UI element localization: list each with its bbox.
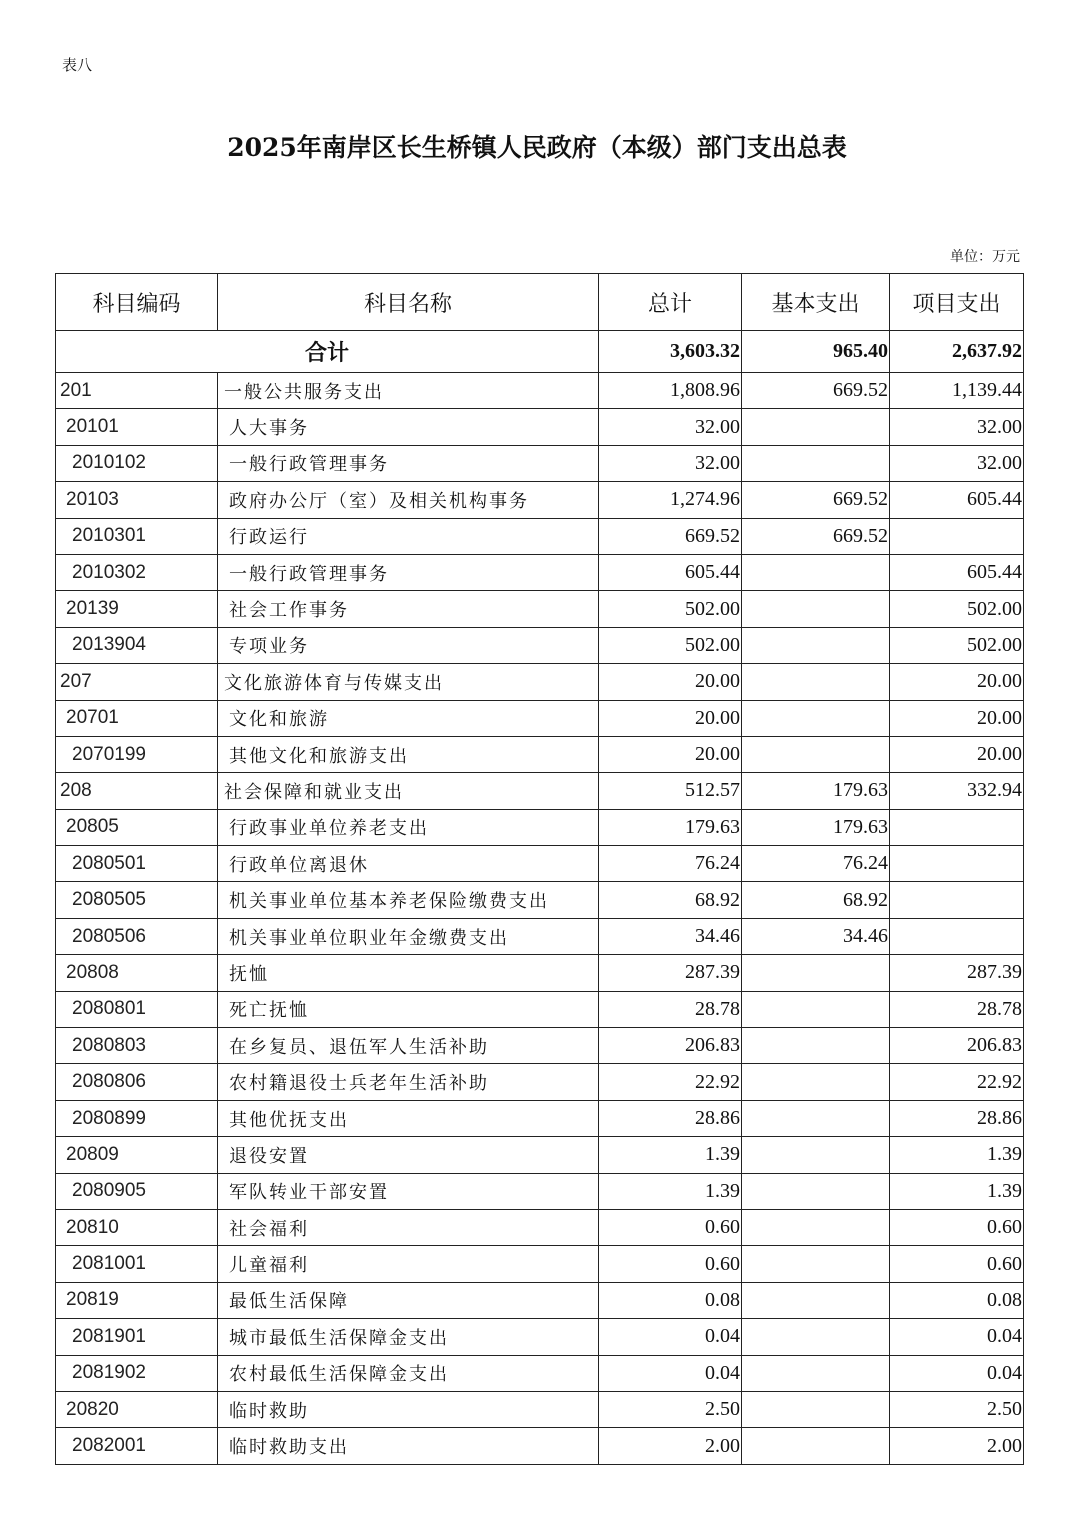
row-name: 临时救助支出	[218, 1428, 599, 1464]
row-total: 0.60	[599, 1246, 742, 1282]
row-basic	[742, 1319, 890, 1355]
row-total: 28.86	[599, 1100, 742, 1136]
table-row	[56, 1428, 1024, 1464]
total-row	[56, 331, 1024, 373]
table-row	[56, 1391, 1024, 1427]
row-basic	[742, 1137, 890, 1173]
row-basic	[742, 1355, 890, 1391]
row-basic: 76.24	[742, 846, 890, 882]
page-title: 2025年南岸区长生桥镇人民政府（本级）部门支出总表	[227, 133, 847, 162]
row-code: 20101	[56, 409, 218, 445]
row-basic	[742, 1209, 890, 1245]
table-row	[56, 846, 1024, 882]
row-project: 605.44	[890, 482, 1024, 518]
row-total: 206.83	[599, 1028, 742, 1064]
row-project: 32.00	[890, 409, 1024, 445]
row-project	[890, 518, 1024, 554]
row-basic	[742, 1391, 890, 1427]
row-total: 512.57	[599, 773, 742, 809]
row-name: 抚恤	[218, 955, 599, 991]
table-row	[56, 1355, 1024, 1391]
row-code: 2010301	[56, 518, 218, 554]
row-project: 20.00	[890, 664, 1024, 700]
table-row	[56, 1209, 1024, 1245]
row-project: 32.00	[890, 445, 1024, 481]
row-name: 农村籍退役士兵老年生活补助	[218, 1064, 599, 1100]
row-basic	[742, 1246, 890, 1282]
row-name: 儿童福利	[218, 1246, 599, 1282]
row-total: 20.00	[599, 700, 742, 736]
table-row	[56, 664, 1024, 700]
row-name: 退役安置	[218, 1137, 599, 1173]
row-name: 一般行政管理事务	[218, 445, 599, 481]
row-project: 2.00	[890, 1428, 1024, 1464]
row-basic: 68.92	[742, 882, 890, 918]
row-total: 28.78	[599, 991, 742, 1027]
row-code: 2010102	[56, 445, 218, 481]
row-total: 0.04	[599, 1355, 742, 1391]
row-name: 文化旅游体育与传媒支出	[218, 664, 599, 700]
table-row	[56, 809, 1024, 845]
row-project	[890, 882, 1024, 918]
row-total: 1,274.96	[599, 482, 742, 518]
table-row	[56, 1282, 1024, 1318]
row-code: 2080905	[56, 1173, 218, 1209]
header-name: 科目名称	[218, 274, 599, 331]
row-total: 20.00	[599, 736, 742, 772]
row-code: 20805	[56, 809, 218, 845]
row-basic	[742, 409, 890, 445]
header-row	[56, 274, 1024, 331]
row-project: 605.44	[890, 554, 1024, 590]
row-total: 669.52	[599, 518, 742, 554]
row-basic	[742, 1282, 890, 1318]
table-row	[56, 1064, 1024, 1100]
row-name: 其他优抚支出	[218, 1100, 599, 1136]
row-name: 社会保障和就业支出	[218, 773, 599, 809]
row-project: 206.83	[890, 1028, 1024, 1064]
row-project: 287.39	[890, 955, 1024, 991]
total-project: 2,637.92	[890, 331, 1024, 373]
row-project: 0.60	[890, 1209, 1024, 1245]
row-code: 20819	[56, 1282, 218, 1318]
row-code: 2080506	[56, 918, 218, 954]
row-name: 在乡复员、退伍军人生活补助	[218, 1028, 599, 1064]
row-project	[890, 809, 1024, 845]
row-basic	[742, 1064, 890, 1100]
table-row	[56, 591, 1024, 627]
row-project: 28.78	[890, 991, 1024, 1027]
table-row	[56, 918, 1024, 954]
table-row	[56, 991, 1024, 1027]
row-code: 20139	[56, 591, 218, 627]
row-project: 332.94	[890, 773, 1024, 809]
header-project: 项目支出	[890, 274, 1024, 331]
row-code: 2080505	[56, 882, 218, 918]
table-row	[56, 700, 1024, 736]
row-project: 2.50	[890, 1391, 1024, 1427]
row-project: 1.39	[890, 1173, 1024, 1209]
row-total: 287.39	[599, 955, 742, 991]
row-code: 2080899	[56, 1100, 218, 1136]
row-total: 2.00	[599, 1428, 742, 1464]
row-code: 208	[56, 773, 218, 809]
row-name: 农村最低生活保障金支出	[218, 1355, 599, 1391]
row-project: 0.04	[890, 1319, 1024, 1355]
row-total: 179.63	[599, 809, 742, 845]
row-code: 20103	[56, 482, 218, 518]
row-name: 社会福利	[218, 1209, 599, 1245]
row-code: 207	[56, 664, 218, 700]
row-project: 20.00	[890, 700, 1024, 736]
row-code: 201	[56, 373, 218, 409]
row-basic	[742, 736, 890, 772]
row-name: 机关事业单位基本养老保险缴费支出	[218, 882, 599, 918]
table-row	[56, 736, 1024, 772]
row-code: 2081901	[56, 1319, 218, 1355]
row-code: 2080801	[56, 991, 218, 1027]
header-code: 科目编码	[56, 274, 218, 331]
row-code: 20820	[56, 1391, 218, 1427]
row-total: 502.00	[599, 591, 742, 627]
row-project: 22.92	[890, 1064, 1024, 1100]
row-code: 20809	[56, 1137, 218, 1173]
row-basic	[742, 591, 890, 627]
table-row	[56, 773, 1024, 809]
row-total: 22.92	[599, 1064, 742, 1100]
row-project: 0.08	[890, 1282, 1024, 1318]
row-name: 死亡抚恤	[218, 991, 599, 1027]
table-row	[56, 955, 1024, 991]
row-code: 2070199	[56, 736, 218, 772]
row-total: 32.00	[599, 445, 742, 481]
row-code: 2080501	[56, 846, 218, 882]
row-code: 20701	[56, 700, 218, 736]
row-name: 一般行政管理事务	[218, 554, 599, 590]
row-project	[890, 846, 1024, 882]
row-code: 2080806	[56, 1064, 218, 1100]
row-name: 行政单位离退休	[218, 846, 599, 882]
row-name: 政府办公厅（室）及相关机构事务	[218, 482, 599, 518]
row-project: 1.39	[890, 1137, 1024, 1173]
table-row	[56, 1100, 1024, 1136]
row-basic	[742, 445, 890, 481]
row-name: 城市最低生活保障金支出	[218, 1319, 599, 1355]
table-row	[56, 882, 1024, 918]
row-total: 2.50	[599, 1391, 742, 1427]
total-basic: 965.40	[742, 331, 890, 373]
row-basic	[742, 554, 890, 590]
table-row	[56, 1137, 1024, 1173]
row-basic: 669.52	[742, 373, 890, 409]
row-project: 1,139.44	[890, 373, 1024, 409]
table-row	[56, 1173, 1024, 1209]
row-basic	[742, 664, 890, 700]
row-total: 0.60	[599, 1209, 742, 1245]
row-total: 1.39	[599, 1137, 742, 1173]
row-project: 20.00	[890, 736, 1024, 772]
row-name: 机关事业单位职业年金缴费支出	[218, 918, 599, 954]
row-name: 行政事业单位养老支出	[218, 809, 599, 845]
table-row	[56, 482, 1024, 518]
row-project: 0.04	[890, 1355, 1024, 1391]
row-project: 502.00	[890, 591, 1024, 627]
row-total: 68.92	[599, 882, 742, 918]
row-basic	[742, 955, 890, 991]
row-basic	[742, 1028, 890, 1064]
row-basic: 669.52	[742, 518, 890, 554]
row-basic: 179.63	[742, 773, 890, 809]
row-name: 社会工作事务	[218, 591, 599, 627]
row-total: 34.46	[599, 918, 742, 954]
total-total: 3,603.32	[599, 331, 742, 373]
row-code: 2010302	[56, 554, 218, 590]
row-name: 临时救助	[218, 1391, 599, 1427]
row-code: 2081001	[56, 1246, 218, 1282]
row-basic	[742, 700, 890, 736]
row-total: 1.39	[599, 1173, 742, 1209]
row-project: 0.60	[890, 1246, 1024, 1282]
row-total: 76.24	[599, 846, 742, 882]
expenditure-table	[55, 273, 1024, 1465]
row-basic	[742, 991, 890, 1027]
row-name: 军队转业干部安置	[218, 1173, 599, 1209]
table-row	[56, 627, 1024, 663]
row-code: 2013904	[56, 627, 218, 663]
row-code: 2081902	[56, 1355, 218, 1391]
table-number-label: 表八	[62, 56, 93, 74]
table-row	[56, 409, 1024, 445]
row-total: 0.08	[599, 1282, 742, 1318]
row-total: 32.00	[599, 409, 742, 445]
row-total: 20.00	[599, 664, 742, 700]
unit-label: 单位：万元	[950, 249, 1020, 265]
row-project: 28.86	[890, 1100, 1024, 1136]
row-name: 一般公共服务支出	[218, 373, 599, 409]
total-label: 合计	[56, 331, 599, 373]
row-basic: 179.63	[742, 809, 890, 845]
table-row	[56, 445, 1024, 481]
row-project	[890, 918, 1024, 954]
header-basic: 基本支出	[742, 274, 890, 331]
row-name: 人大事务	[218, 409, 599, 445]
row-name: 文化和旅游	[218, 700, 599, 736]
row-total: 1,808.96	[599, 373, 742, 409]
header-total: 总计	[599, 274, 742, 331]
table-row	[56, 554, 1024, 590]
row-name: 最低生活保障	[218, 1282, 599, 1318]
row-code: 20810	[56, 1209, 218, 1245]
row-basic: 669.52	[742, 482, 890, 518]
row-basic	[742, 1173, 890, 1209]
table-row	[56, 1028, 1024, 1064]
row-basic	[742, 1100, 890, 1136]
row-total: 0.04	[599, 1319, 742, 1355]
row-basic	[742, 627, 890, 663]
row-name: 行政运行	[218, 518, 599, 554]
row-project: 502.00	[890, 627, 1024, 663]
row-name: 专项业务	[218, 627, 599, 663]
row-basic: 34.46	[742, 918, 890, 954]
table-row	[56, 373, 1024, 409]
table-row	[56, 1246, 1024, 1282]
row-total: 502.00	[599, 627, 742, 663]
row-code: 2080803	[56, 1028, 218, 1064]
row-total: 605.44	[599, 554, 742, 590]
row-basic	[742, 1428, 890, 1464]
row-name: 其他文化和旅游支出	[218, 736, 599, 772]
row-code: 20808	[56, 955, 218, 991]
table-row	[56, 1319, 1024, 1355]
row-code: 2082001	[56, 1428, 218, 1464]
table-row	[56, 518, 1024, 554]
